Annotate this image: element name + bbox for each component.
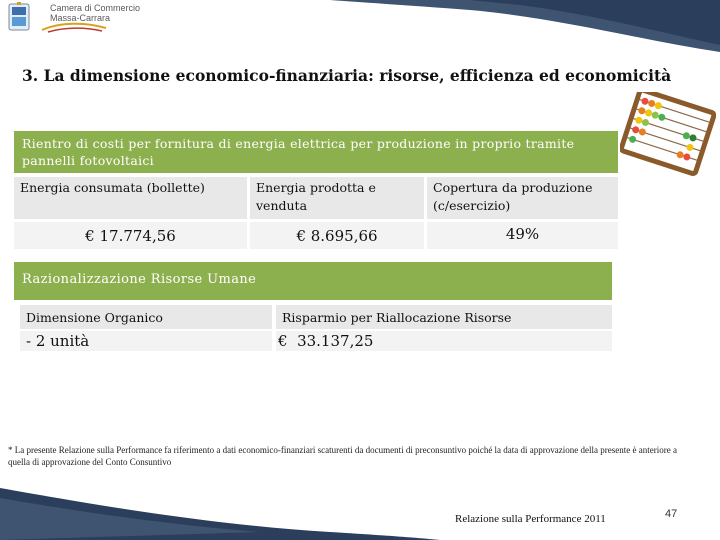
energy-produced-value: € 8.695,66 <box>250 222 424 249</box>
abacus-icon <box>620 92 716 176</box>
reallocation-savings-label: Risparmio per Riallocazione Risorse <box>276 305 612 329</box>
page-number: 47 <box>665 508 678 520</box>
coat-of-arms-icon <box>8 2 30 34</box>
energy-section-header: Rientro di costi per fornitura di energia elettrica per produzione in proprio tramite pannelli fotovoltaici <box>14 131 618 173</box>
page-title: 3. La dimensione economico-finanziaria: risorse, efficienza ed economicità <box>22 66 672 85</box>
staff-size-value: - 2 unità <box>20 331 272 351</box>
logo-swoosh-decoration <box>40 20 110 34</box>
reallocation-savings-value: € 33.137,25 <box>276 331 612 351</box>
footer-wave-decoration <box>0 488 720 540</box>
production-coverage-value: 49% <box>427 222 618 249</box>
energy-consumed-label: Energia consumata (bollette) <box>14 177 247 219</box>
energy-produced-label: Energia prodotta e venduta <box>250 177 424 219</box>
org-name-line2: Massa-Carrara <box>50 13 111 23</box>
energy-consumed-value: € 17.774,56 <box>14 222 247 249</box>
footnote: * La presente Relazione sulla Performance fa riferimento a dati economico-finanziari scaturenti da documenti di preconsuntivo poiché la data di approvazione della presente è anteriore a quella di approvazione del Conto Consuntivo <box>8 445 677 467</box>
staff-size-label: Dimensione Organico <box>20 305 272 329</box>
org-name-line1: Camera di Commercio <box>50 3 141 13</box>
production-coverage-label: Copertura da produzione (c/esercizio) <box>427 177 618 219</box>
report-title: Relazione sulla Performance 2011 <box>455 513 606 525</box>
hr-section-header: Razionalizzazione Risorse Umane <box>14 262 612 300</box>
